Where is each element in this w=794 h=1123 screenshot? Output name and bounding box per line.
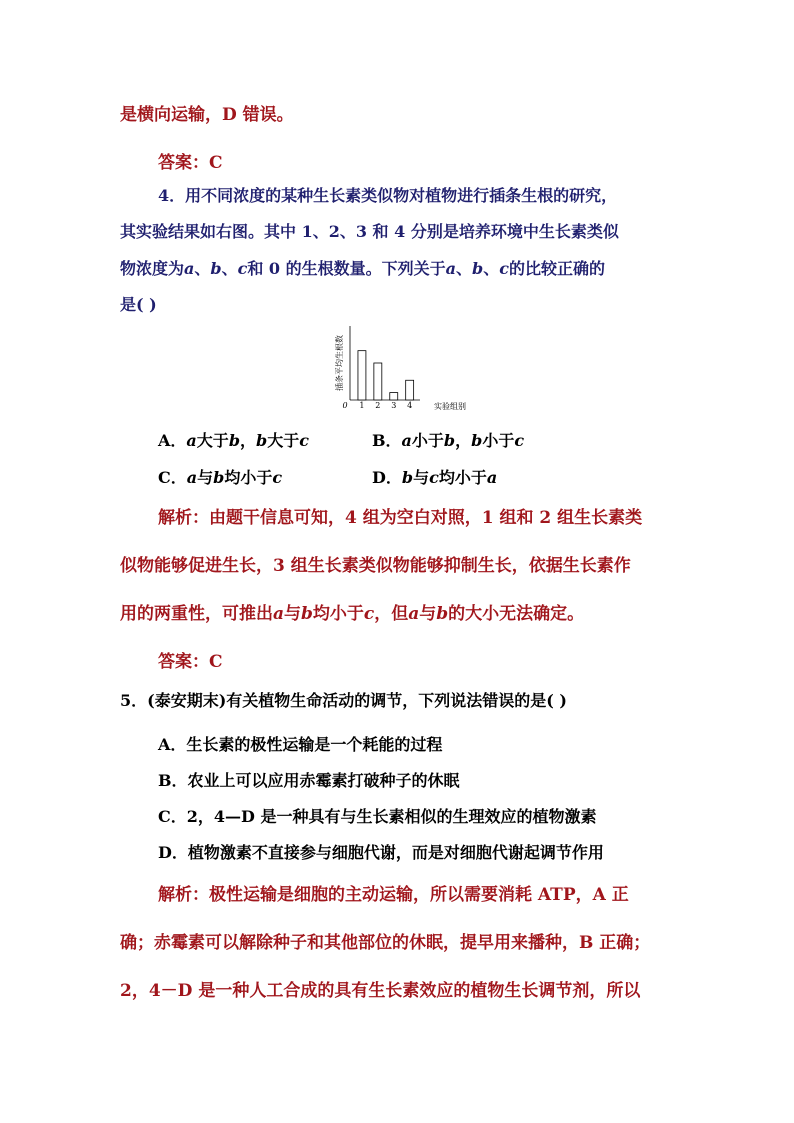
- q4-line-2: 其实验结果如右图。其中 1、2、3 和 4 分别是培养环境中生长素类似: [120, 222, 619, 241]
- q4-line-3: 物浓度为a、b、c和 0 的生根数量。下列关于a、b、c的比较正确的: [120, 259, 605, 278]
- analysis-label: 解析：: [158, 508, 209, 528]
- q4-line-4: 是( ): [120, 295, 157, 314]
- analysis-4-line-3: 用的两重性，可推出a与b均小于c，但a与b的大小无法确定。: [120, 604, 585, 624]
- q4-option-a: A．a大于b，b大于c: [158, 431, 309, 450]
- bar-1: [358, 351, 366, 400]
- q4-line-1: 4．用不同浓度的某种生长素类似物对植物进行插条生根的研究，: [158, 186, 618, 205]
- q5-option-b: B．农业上可以应用赤霉素打破种子的休眠: [158, 771, 460, 790]
- bar-2: [374, 363, 382, 400]
- analysis-5-line-2: 确；赤霉素可以解除种子和其他部位的休眠，提早用来播种，B 正确；: [120, 933, 651, 953]
- q4-option-c: C．a与b均小于c: [158, 468, 283, 487]
- analysis-4-line-1: 解析：由题干信息可知，4 组为空白对照，1 组和 2 组生长素类: [158, 508, 643, 528]
- q4-option-d: D．b与c均小于a: [372, 468, 498, 487]
- answer-value: C: [209, 652, 223, 672]
- bar-3: [390, 393, 398, 400]
- x-tick-label: 2: [375, 401, 381, 410]
- analysis-label: 解析：: [158, 885, 209, 905]
- analysis-5-line-1: 解析：极性运输是细胞的主动运输，所以需要消耗 ATP，A 正: [158, 885, 629, 905]
- y-axis-label: 插条平均生根数: [335, 335, 344, 391]
- answer-label: 答案：: [158, 153, 209, 173]
- q5-stem: 5．(泰安期末)有关植物生命活动的调节，下列说法错误的是( ): [120, 691, 567, 710]
- x-tick-label: 1: [359, 401, 365, 410]
- q5-option-a: A．生长素的极性运输是一个耗能的过程: [158, 735, 443, 754]
- answer-label: 答案：: [158, 652, 209, 672]
- q5-option-d: D．植物激素不直接参与细胞代谢，而是对细胞代谢起调节作用: [158, 843, 604, 862]
- analysis-5-line-3: 2，4－D 是一种人工合成的具有生长素效应的植物生长调节剂，所以: [120, 981, 641, 1001]
- q4-option-b: B．a小于b，b小于c: [372, 431, 525, 450]
- answer-value: C: [209, 153, 223, 173]
- origin-label: 0: [342, 401, 348, 410]
- answer-3: [158, 148, 223, 173]
- x-axis-label: 实验组别: [434, 402, 466, 411]
- x-tick-label: 4: [407, 401, 413, 410]
- answer-4: [158, 647, 223, 672]
- bar-chart: [328, 322, 478, 422]
- bar-4: [406, 380, 414, 400]
- analysis-4-line-2: 似物能够促进生长，3 组生长素类似物能够抑制生长，依据生长素作: [120, 556, 631, 576]
- q5-option-c: C．2，4—D 是一种具有与生长素相似的生理效应的植物激素: [158, 807, 597, 826]
- x-tick-label: 3: [391, 401, 397, 410]
- prev-analysis-line: 是横向运输，D 错误。: [120, 105, 294, 125]
